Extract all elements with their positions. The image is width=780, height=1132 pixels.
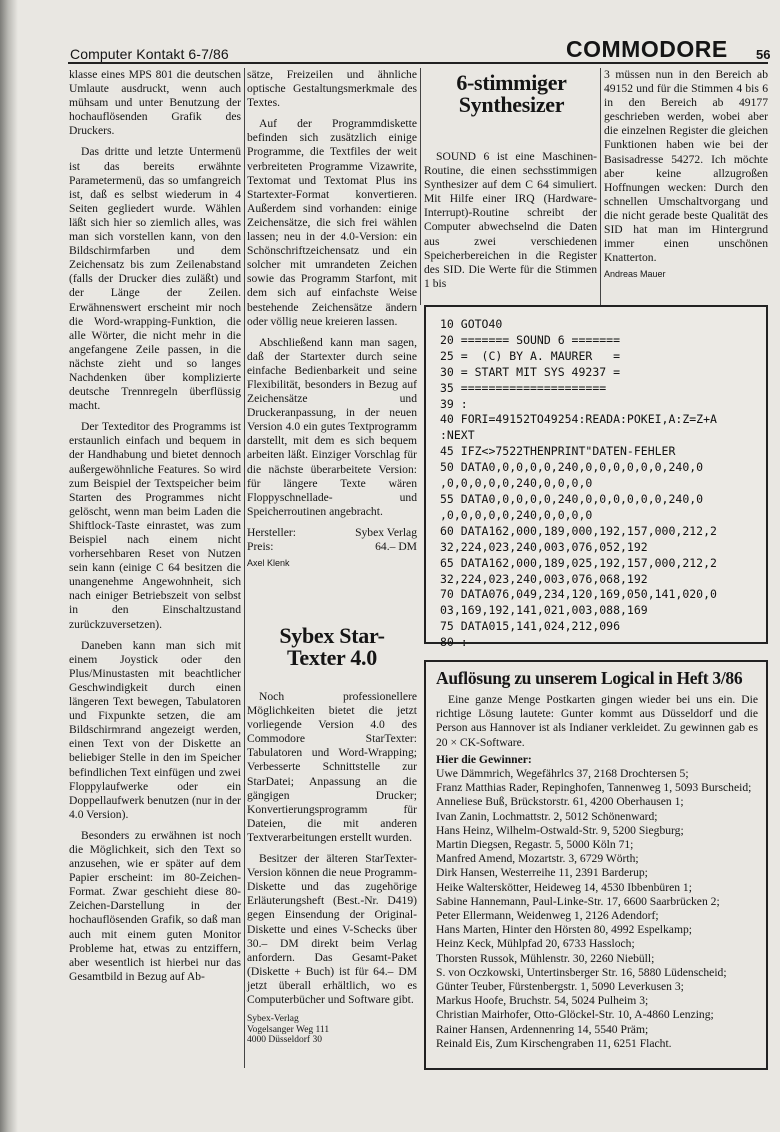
- winner-entry: Hans Heinz, Wilhelm-Ostwald-Str. 9, 5200 Siegburg;: [436, 823, 684, 837]
- listing-line: 55 DATA0,0,0,0,0,240,0,0,0,0,0,0,240,0: [440, 491, 704, 506]
- title-line: Sybex Star-: [279, 623, 385, 648]
- paragraph: 3 müssen nun in den Bereich ab 49152 und für die Stimmen 4 bis 6 in den Bereich ab 49177 geschrieben werden, wobei aber die einzelnen Register die gleichen Funktionen haben wie bei der Basisadresse 54272. Ich möchte aber keine allzugroßen Hoffnungen wecken: Durch den schnellen Umschaltvorgang und die nicht gerade beste Qualität des SID hat man im Hintergrund immer einen unschönen Knatterton.: [604, 68, 768, 265]
- listing-line: :NEXT: [440, 428, 475, 443]
- listing-line: 60 DATA162,000,189,000,192,157,000,212,2: [440, 523, 717, 538]
- address-line: Sybex-Verlag: [247, 1014, 299, 1025]
- winners-list: [436, 767, 758, 1051]
- spec-value: 64.– DM: [375, 539, 417, 553]
- winner-entry: Franz Matthias Rader, Repinghofen, Tannenweg 1, 5093 Burscheid; Anneliese Buß, Brückstorstr. 61, 4200 Oberhausen 1;: [436, 781, 752, 809]
- listing-line: 75 DATA015,141,024,212,096: [440, 619, 621, 634]
- listing-line: 32,224,023,240,003,076,052,192: [440, 539, 648, 554]
- paragraph: Der Texteditor des Programms ist erstaunlich einfach und bequem in der Handhabung und bietet dennoch außergewöhnliche Features. So wird zum Beispiel der Textspeicher beim Starten des Programmes nicht gelöscht, wenn man beim Laden die Shiftlock-Taste einrastet, was zum Beispiel nach einem nicht vorhersehbaren Reset von Nutzen sein kann (einige C 64 besitzen die unangenehme Angewohnheit, sich nach einiger Betriebszeit von selbst in den Einschaltzustand zurückzuversetzen).: [69, 420, 241, 631]
- author-byline: Andreas Mauer: [604, 269, 666, 280]
- winner-entry: Rainer Hansen, Ardennenring 14, 5540 Präm;: [436, 1022, 649, 1036]
- paragraph: Abschließend kann man sagen, daß der Startexter durch seine einfache Bedienbarkeit und seine Flexibilität, besonders in Bezug auf Zeichensätze und Druckeranpassung, in der neuen Version 4.0 ein gutes Textprogramm darstellt, mit dem es sich bequem arbeiten läßt. Einziger Vorschlag für die nächste überarbeitete Version: für längere Texte wären Floppyschnellade- und Speicherroutinen angebracht.: [247, 335, 417, 518]
- listing-line: 50 DATA0,0,0,0,0,240,0,0,0,0,0,0,240,0: [440, 460, 704, 475]
- paragraph: Auf der Programmdiskette befinden sich zusätzlich einige Programme, die Textfiles der weit verbreiteten Programme Vizawrite, Textomat und Textomat Plus ins Startexter-Format konvertieren. Außerdem sind vorhanden: einige Zeichensätze, die sich frei wählen lassen; neu in der 4.0-Version: ein Schönschriftzeichensatz und ein solcher mit umrandeten Zeichen sowie das Programm Starfont, mit dem sich auf einfachste Weise bestehende Zeichensätze ändern oder völlig neue kreieren lassen.: [247, 117, 417, 328]
- spec-label: Hersteller:: [247, 525, 296, 539]
- listing-line: 35 =====================: [440, 380, 607, 395]
- sybex-article-body: [247, 690, 417, 1046]
- paragraph: klasse eines MPS 801 die deutschen Umlaute ausdruckt, wenn auch mühsam und unter Benutzung der hochauflösenden Grafik des Druckers.: [69, 68, 241, 138]
- basic-listing: [440, 317, 717, 651]
- address-line: 4000 Düsseldorf 30: [247, 1035, 322, 1046]
- logical-title: Auflösung zu unserem Logical in Heft 3/86: [436, 668, 743, 688]
- listing-line: 25 = (C) BY A. MAURER =: [440, 348, 621, 363]
- paragraph: Das dritte und letzte Untermenü ist das bereits erwähnte Parametermenü, das so umfangreich ist, daß es selbst wiederum in 4 Seiten gegliedert wurde. Wählen läßt sich hier so ziemlich alles, was man sich vorstellen kann, von den Bildschirmfarben und dem Zeichensatz bis zum Zeilenabstand (falls der Drucker dies zuläßt) und der Länge der Zeilen. Erwähnenswert erscheint mir noch die Word-wrapping-Funktion, die alle Wörter, die nicht mehr in die angefangene Zeile passen, in die nächste zieht und so langes Nachdenken über komplizierte deutsche Trennregeln überflüssig macht.: [69, 145, 241, 413]
- paragraph: sätze, Freizeilen und ähnliche optische Gestaltungsmerkmale des Textes.: [247, 68, 417, 110]
- title-line: Synthesizer: [458, 92, 565, 117]
- column-divider: [244, 68, 245, 1068]
- spec-label: Preis:: [247, 539, 274, 553]
- listing-line: 70 DATA076,049,234,120,169,050,141,020,0: [440, 587, 717, 602]
- winner-entry: Heike Walterskötter, Heideweg 14, 4530 Ibbenbüren 1;: [436, 880, 692, 894]
- logical-solution-box: [424, 660, 768, 1070]
- article-column-1: [69, 68, 241, 991]
- column-divider: [420, 68, 421, 305]
- synth-article-column-1: [424, 150, 597, 298]
- winner-entry: Reinald Eis, Zum Kirschengraben 11, 6251 Flacht.: [436, 1036, 672, 1050]
- publisher-address: [247, 1014, 417, 1046]
- winner-entry: Sabine Hannemann, Paul-Linke-Str. 17, 6600 Saarbrücken 2;: [436, 894, 720, 908]
- listing-line: ,0,0,0,0,0,240,0,0,0,0: [440, 476, 593, 491]
- listing-line: 32,224,023,240,003,076,068,192: [440, 571, 648, 586]
- winner-entry: Peter Ellermann, Weidenweg 1, 2126 Adendorf;: [436, 909, 659, 923]
- listing-line: 65 DATA162,000,189,025,192,157,000,212,2: [440, 555, 717, 570]
- listing-line: 20 ======= SOUND 6 =======: [440, 332, 621, 347]
- magazine-issue: Computer Kontakt 6-7/86: [70, 46, 229, 62]
- spec-value: Sybex Verlag: [355, 525, 417, 539]
- winner-entry: Hans Marten, Hinter den Hörsten 80, 4992 Espelkamp;: [436, 923, 692, 937]
- logical-intro: Eine ganze Menge Postkarten gingen wieder bei uns ein. Die richtige Lösung lautete: Gunter kommt aus Düsseldorf und die Person aus Hannover ist als Indianer verkleidet. Zu gewinnen gab es 20 × CK-Software.: [436, 693, 758, 749]
- listing-line: ,0,0,0,0,0,240,0,0,0,0: [440, 507, 593, 522]
- title-line: 6-stimmiger: [456, 70, 567, 95]
- winner-entry: Uwe Dämmrich, Wegefährlcs 37, 2168 Drochtersen 5;: [436, 767, 689, 781]
- page-number: 56: [756, 47, 771, 62]
- section-title: COMMODORE: [566, 36, 728, 62]
- paragraph: SOUND 6 ist eine Maschinen-Routine, die einen sechsstimmigen Synthesizer auf dem C 64 simuliert. Mit Hilfe einer IRQ (Hardware-Interrupt)-Routine schreibt der Computer abwechselnd die Daten aus zwei verschiedenen Speicherbereichen in die Register des SID. Die Werte für die Stimmen 1 bis: [424, 150, 597, 290]
- product-specs: [247, 526, 417, 554]
- listing-line: 39 :: [440, 396, 468, 411]
- page-binding-shadow: [0, 0, 18, 1132]
- paragraph: Besonders zu erwähnen ist noch die Möglichkeit, sich den Text so anzusehen, wie er später auf dem Papier erscheint: im 80-Zeichen-Format. Zwar geschieht diese 80-Zeichen-Darstellung in der hochauflösenden Grafik, so daß man auch mit einem guten Monitor Probleme hat, etwas zu entziffern, aber wesentlich ist hierbei nur das Gesamtbild in Bezug auf Ab-: [69, 828, 241, 983]
- paragraph: Besitzer der älteren StarTexter-Version können die neue Programm-Diskette und das zugehörige Erläuterungsheft (Best.-Nr. D419) gegen Einsendung der Original-Diskette und eines V-Schecks über 30.– DM direkt beim Verlag anfordern. Das Gesamt-Paket (Diskette + Buch) ist für 64.– DM jetzt überall erhältlich, wo es Computerbücher und Software gibt.: [247, 852, 417, 1006]
- winner-entry: Thorsten Russok, Mühlenstr. 30, 2260 Niebüll;: [436, 951, 655, 965]
- winner-entry: Dirk Hansen, Westerreihe 11, 2391 Barderup;: [436, 866, 648, 880]
- listing-line: 30 = START MIT SYS 49237 =: [440, 364, 621, 379]
- title-line: Texter 4.0: [287, 645, 377, 670]
- address-line: Vogelsanger Weg 111: [247, 1024, 330, 1035]
- synth-article-column-2: [604, 68, 768, 281]
- listing-line: 03,169,192,141,021,003,088,169: [440, 603, 648, 618]
- winners-heading: Hier die Gewinner:: [436, 752, 532, 766]
- listing-line: 80 :: [440, 635, 468, 650]
- column-divider: [600, 68, 601, 305]
- listing-line: 40 FORI=49152TO49254:READA:POKEI,A:Z=Z+A: [440, 412, 717, 427]
- synth-article-title: [424, 72, 599, 116]
- header-rule: [68, 62, 768, 64]
- paragraph: Daneben kann man sich mit einem Joystick oder den Plus/Minustasten mit beachtlicher Geschwindigkeit durch einen längeren Text bewegen, Tabulatoren und Fixpunkte setzen, die am Bildschirmrand angezeigt werden, einen Text von der Diskette an beliebiger Stelle in den im Speicher befindlichen Text einfügen und zwei Floppylaufwerke oder ein Doppellaufwerk benutzen (nur in der 4.0 Version).: [69, 638, 241, 821]
- winner-entry: Christian Mairhofer, Otto-Glöckel-Str. 10, A-4860 Lenzing;: [436, 1008, 714, 1022]
- listing-line: 10 GOTO40: [440, 317, 503, 331]
- winner-entry: Heinz Keck, Mühlpfad 20, 6733 Hassloch;: [436, 937, 635, 951]
- winner-entry: Martin Diegsen, Regastr. 5, 5000 Köln 71;: [436, 838, 634, 852]
- winner-entry: S. von Oczkowski, Untertinsberger Str. 16, 5880 Lüdenscheid; Günter Teuber, Fürstenbergstr. 1, 5090 Leverkusen 3;: [436, 965, 727, 994]
- article-column-2: [247, 68, 417, 570]
- listing-line: 45 IFZ<>7522THENPRINT"DATEN-FEHLER: [440, 444, 676, 459]
- author-byline: Axel Klenk: [247, 557, 290, 568]
- paragraph: Noch professionellere Möglichkeiten bietet die jetzt vorliegende Version 4.0 des Commodore StarTexter: Tabulatoren und Word-Wrapping; Verbesserte Schnittstelle zur StarDatei; Anpassung an die gängigen Drucker; Konvertierungsprogramm für Dateien, die mit anderen Textverarbeitungen erstellt wurden.: [247, 690, 417, 844]
- winner-entry: Ivan Zanin, Lochmattstr. 2, 5012 Schönenward;: [436, 809, 658, 823]
- basic-listing-box: [424, 305, 768, 650]
- winner-entry: Manfred Amend, Mozartstr. 3, 6729 Wörth;: [436, 852, 639, 866]
- winner-entry: Markus Hoofe, Bruchstr. 54, 5024 Pulheim 3;: [436, 994, 649, 1008]
- sybex-article-title: [247, 625, 417, 669]
